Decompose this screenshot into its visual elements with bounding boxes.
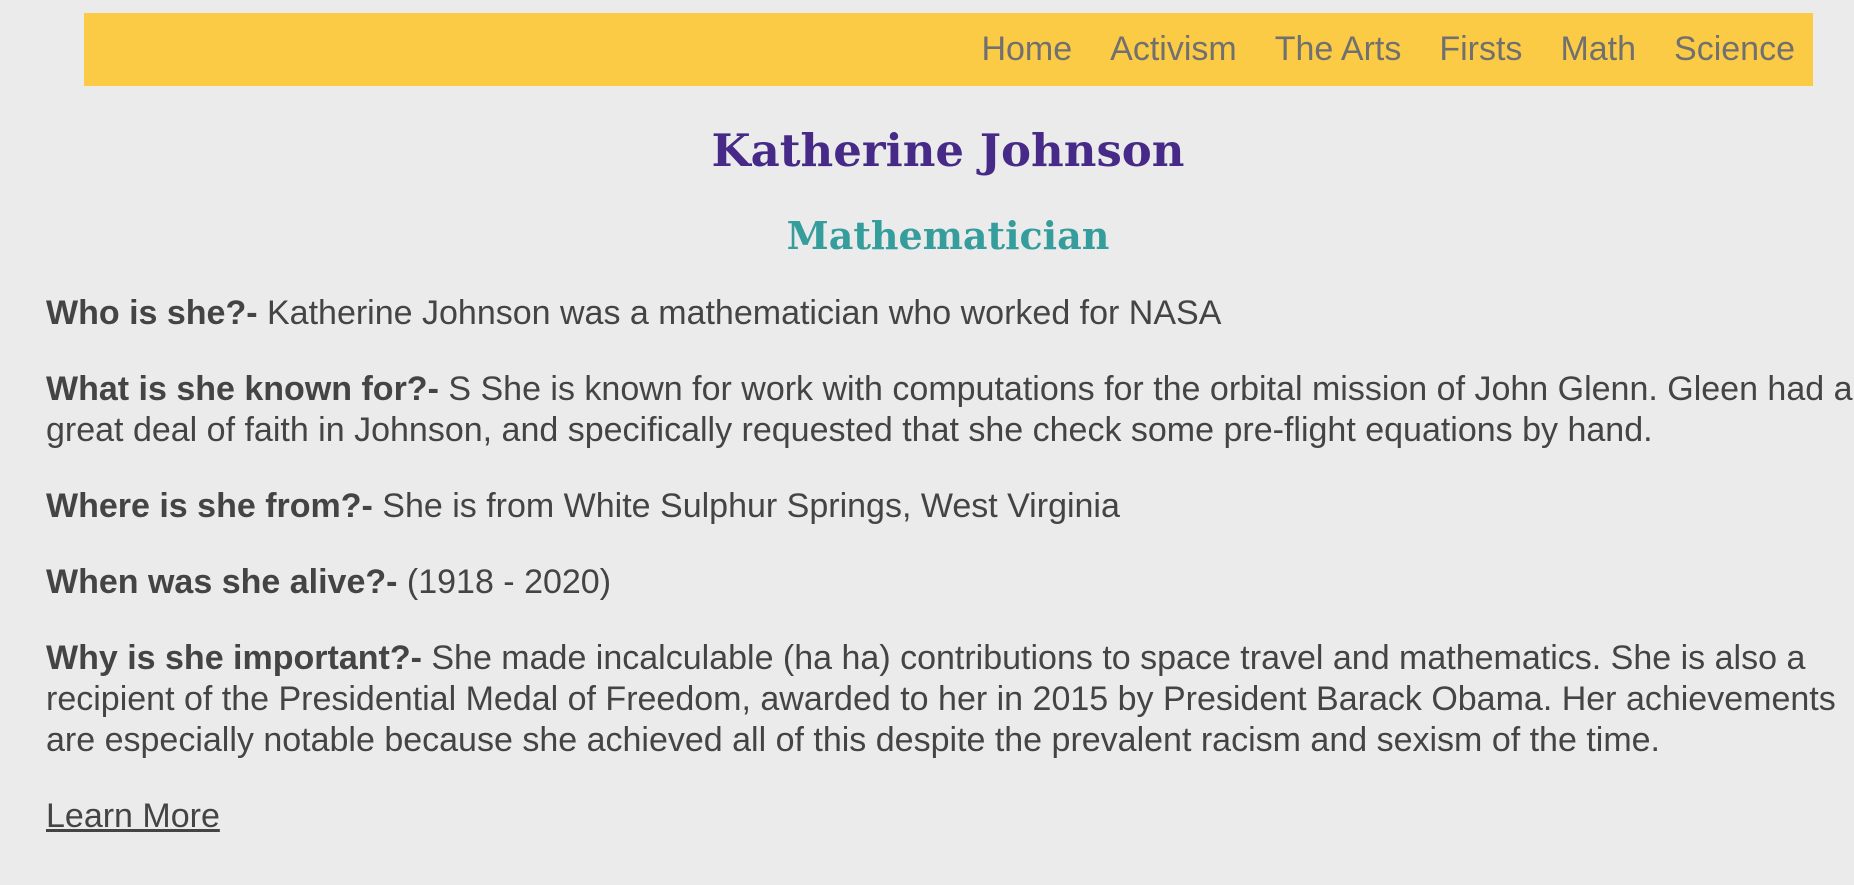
top-nav	[84, 13, 1813, 86]
nav-link-the-arts[interactable]: The Arts	[1274, 30, 1402, 68]
question-label: Where is she from?-	[46, 487, 373, 525]
nav-link-science[interactable]: Science	[1674, 30, 1795, 68]
answer-text: S She is known for work with computations for the orbital mission of John Glenn. Gleen had a great deal of faith in Johnson, and specifically requested that she check some pre-flight equations by hand.	[46, 370, 1853, 449]
qa-why-important	[46, 638, 1854, 761]
answer-text: She made incalculable (ha ha) contributions to space travel and mathematics. She is also a recipient of the Presidential Medal of Freedom, awarded to her in 2015 by President Barack Obama. Her achievements are especially notable because she achieved all of this despite the prevalent racism and sexism of the time.	[46, 639, 1836, 759]
nav-link-math[interactable]: Math	[1560, 30, 1637, 68]
question-label: Who is she?-	[46, 294, 258, 332]
qa-who	[46, 293, 1854, 334]
qa-known-for	[46, 369, 1854, 451]
qa-when-alive	[46, 562, 1854, 603]
question-label: What is she known for?-	[46, 370, 439, 408]
answer-text: She is from White Sulphur Springs, West Virginia	[372, 487, 1120, 525]
question-label: Why is she important?-	[46, 639, 422, 677]
nav-link-firsts[interactable]: Firsts	[1439, 30, 1523, 68]
answer-text: (1918 - 2020)	[397, 563, 612, 601]
page-title: Katherine Johnson	[711, 124, 1185, 177]
nav-link-home[interactable]: Home	[981, 30, 1073, 68]
qa-where-from	[46, 486, 1854, 527]
nav-link-activism[interactable]: Activism	[1110, 30, 1237, 68]
answer-text: Katherine Johnson was a mathematician who worked for NASA	[257, 294, 1222, 332]
learn-more-link[interactable]: Learn More	[46, 797, 220, 835]
page-subtitle: Mathematician	[786, 213, 1110, 258]
question-label: When was she alive?-	[46, 563, 398, 601]
bio-content	[46, 293, 1854, 837]
